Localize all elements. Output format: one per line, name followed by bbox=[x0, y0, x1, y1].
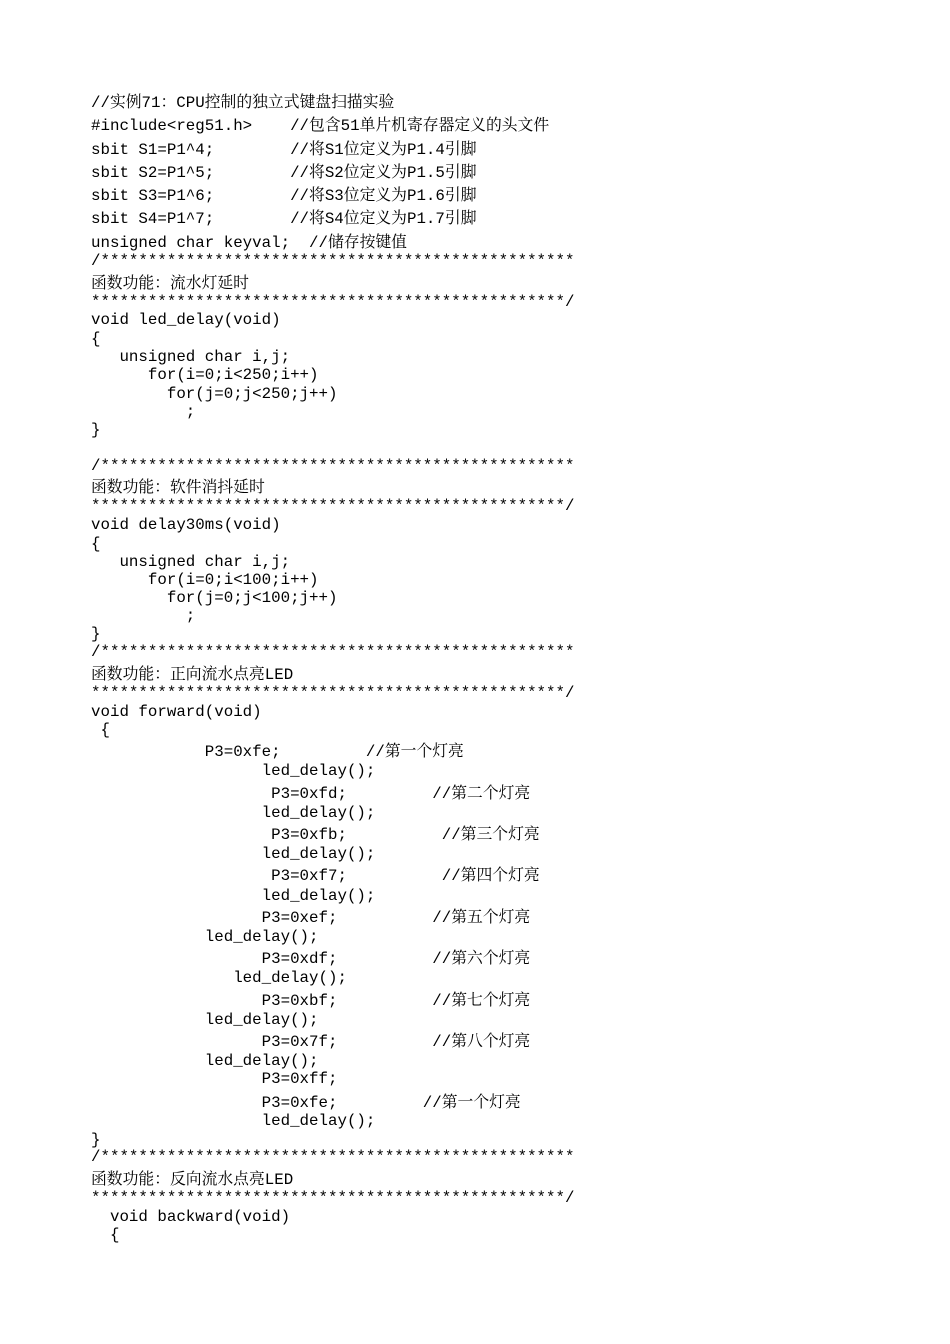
code-line: led_delay(); bbox=[91, 1052, 319, 1070]
code-line: void delay30ms(void) bbox=[91, 516, 281, 534]
code-line: #include<reg51.h> //包含51单片机寄存器定义的头文件 bbox=[91, 117, 550, 135]
code-line: P3=0xf7; //第四个灯亮 bbox=[91, 867, 540, 885]
code-line: led_delay(); bbox=[91, 845, 376, 863]
code-line: //实例71：CPU控制的独立式键盘扫描实验 bbox=[91, 94, 395, 112]
code-line: led_delay(); bbox=[91, 928, 319, 946]
code-line: { bbox=[91, 330, 101, 348]
code-line: for(i=0;i<100;i++) bbox=[91, 571, 319, 589]
code-line: P3=0xff; bbox=[91, 1070, 338, 1088]
code-line: /************************************************** bbox=[91, 1148, 575, 1166]
code-line: P3=0xfd; //第二个灯亮 bbox=[91, 785, 531, 803]
code-line: unsigned char i,j; bbox=[91, 553, 291, 571]
code-line: P3=0xfb; //第三个灯亮 bbox=[91, 826, 540, 844]
code-line: sbit S3=P1^6; //将S3位定义为P1.6引脚 bbox=[91, 187, 477, 205]
code-line: unsigned char keyval; //储存按键值 bbox=[91, 234, 407, 252]
code-line: for(j=0;j<250;j++) bbox=[91, 385, 338, 403]
code-line: 函数功能：反向流水点亮LED bbox=[91, 1171, 294, 1189]
code-line: 函数功能：流水灯延时 bbox=[91, 275, 249, 293]
code-line: ; bbox=[91, 403, 196, 421]
code-line: led_delay(); bbox=[91, 762, 376, 780]
code-line: void forward(void) bbox=[91, 703, 262, 721]
code-line: } bbox=[91, 421, 101, 439]
code-line: { bbox=[91, 1226, 120, 1244]
code-line: sbit S4=P1^7; //将S4位定义为P1.7引脚 bbox=[91, 210, 477, 228]
code-line: P3=0xdf; //第六个灯亮 bbox=[91, 950, 531, 968]
code-line: } bbox=[91, 1131, 101, 1149]
code-line: /************************************************** bbox=[91, 252, 575, 270]
code-line: **************************************************/ bbox=[91, 1189, 575, 1207]
code-line: for(j=0;j<100;j++) bbox=[91, 589, 338, 607]
code-line: P3=0xfe; //第一个灯亮 bbox=[91, 1094, 521, 1112]
code-line: sbit S1=P1^4; //将S1位定义为P1.4引脚 bbox=[91, 141, 477, 159]
code-line: led_delay(); bbox=[91, 887, 376, 905]
code-line: } bbox=[91, 625, 101, 643]
code-line: P3=0xfe; //第一个灯亮 bbox=[91, 743, 464, 761]
code-line: **************************************************/ bbox=[91, 684, 575, 702]
code-line: void backward(void) bbox=[91, 1208, 291, 1226]
code-line: 函数功能：正向流水点亮LED bbox=[91, 666, 294, 684]
code-line: 函数功能：软件消抖延时 bbox=[91, 479, 265, 497]
code-line: **************************************************/ bbox=[91, 293, 575, 311]
code-line: P3=0xef; //第五个灯亮 bbox=[91, 909, 531, 927]
code-line: void led_delay(void) bbox=[91, 311, 281, 329]
code-line: P3=0x7f; //第八个灯亮 bbox=[91, 1033, 531, 1051]
code-line: led_delay(); bbox=[91, 1011, 319, 1029]
code-line: led_delay(); bbox=[91, 804, 376, 822]
code-line: ; bbox=[91, 607, 196, 625]
code-line: /************************************************** bbox=[91, 457, 575, 475]
code-line: /************************************************** bbox=[91, 643, 575, 661]
code-line: for(i=0;i<250;i++) bbox=[91, 366, 319, 384]
code-line: P3=0xbf; //第七个灯亮 bbox=[91, 992, 531, 1010]
code-line: led_delay(); bbox=[91, 969, 347, 987]
code-line: unsigned char i,j; bbox=[91, 348, 291, 366]
code-line: { bbox=[91, 535, 101, 553]
code-line: { bbox=[91, 721, 110, 739]
code-line: led_delay(); bbox=[91, 1112, 376, 1130]
code-line: **************************************************/ bbox=[91, 497, 575, 515]
code-line: sbit S2=P1^5; //将S2位定义为P1.5引脚 bbox=[91, 164, 477, 182]
